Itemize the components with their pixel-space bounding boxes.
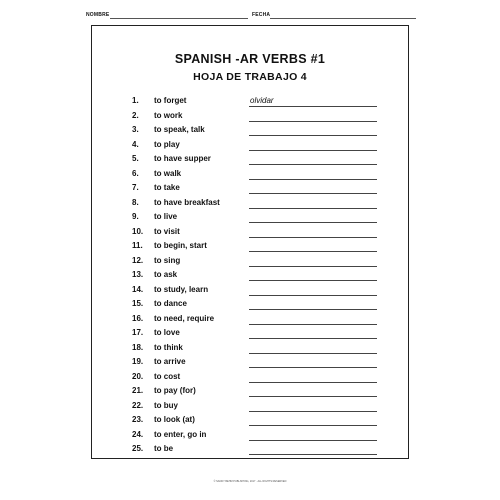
item-number: 1.	[132, 96, 139, 105]
item-number: 14.	[132, 284, 144, 294]
english-verb: to be	[154, 444, 174, 453]
verb-row	[92, 109, 408, 124]
verb-row	[92, 138, 408, 153]
verb-row	[92, 341, 408, 356]
english-verb: to walk	[154, 168, 182, 178]
item-number: 19.	[132, 357, 144, 366]
item-number: 5.	[132, 154, 139, 163]
english-verb: to sing	[154, 255, 181, 265]
item-number: 3.	[132, 125, 139, 134]
verb-row	[92, 442, 408, 457]
verb-row	[92, 326, 408, 341]
verb-row	[92, 428, 408, 443]
verb-row	[92, 196, 408, 211]
item-number: 25.	[132, 444, 144, 453]
english-verb: to cost	[154, 371, 181, 381]
english-verb: to love	[154, 328, 180, 337]
answer-blank[interactable]	[249, 295, 377, 296]
verb-row	[92, 225, 408, 240]
answer-blank[interactable]	[249, 411, 377, 412]
answer-blank[interactable]	[249, 382, 377, 383]
item-number: 18.	[132, 342, 144, 352]
answer-blank[interactable]	[249, 150, 377, 151]
item-number: 24.	[132, 429, 144, 439]
answer-blank[interactable]	[249, 309, 377, 310]
verb-row	[92, 210, 408, 225]
english-verb: to study, learn	[154, 284, 209, 294]
item-number: 12.	[132, 255, 144, 265]
item-number: 11.	[132, 241, 143, 250]
answer-blank[interactable]	[249, 425, 377, 426]
verb-row	[92, 123, 408, 138]
item-number: 9.	[132, 212, 139, 221]
item-number: 17.	[132, 328, 144, 337]
item-number: 16.	[132, 313, 144, 323]
item-number: 13.	[132, 270, 144, 279]
date-label: FECHA	[252, 12, 271, 18]
verb-row	[92, 297, 408, 312]
item-number: 2.	[132, 110, 139, 120]
english-verb: to have breakfast	[154, 197, 220, 207]
answer-blank[interactable]	[249, 338, 377, 339]
english-verb: to begin, start	[154, 241, 207, 250]
item-number: 20.	[132, 371, 144, 381]
name-label: NOMBRE	[86, 12, 110, 18]
verb-row	[92, 152, 408, 167]
answer-blank[interactable]	[249, 367, 377, 368]
verb-row	[92, 283, 408, 298]
worksheet-title: SPANISH -AR VERBS #1	[174, 52, 326, 66]
verb-row	[92, 355, 408, 370]
answer-blank[interactable]	[249, 164, 377, 165]
english-verb: to need, require	[154, 313, 215, 323]
answer-blank[interactable]	[249, 179, 377, 180]
verb-row	[92, 167, 408, 182]
english-verb: to take	[154, 183, 180, 192]
english-verb: to live	[154, 212, 178, 221]
verb-row	[92, 94, 408, 109]
answer-blank[interactable]	[249, 106, 377, 107]
verb-row	[92, 370, 408, 385]
answer-text: olvidar	[250, 96, 274, 105]
item-number: 15.	[132, 299, 144, 308]
answer-blank[interactable]	[249, 222, 377, 223]
english-verb: to forget	[154, 96, 187, 105]
name-date-header	[86, 10, 416, 24]
answer-blank[interactable]	[249, 251, 377, 252]
answer-blank[interactable]	[249, 353, 377, 354]
answer-blank[interactable]	[249, 454, 377, 455]
worksheet-subtitle: HOJA DE TRABAJO 4	[193, 71, 307, 83]
english-verb: to enter, go in	[154, 429, 207, 439]
answer-blank[interactable]	[249, 280, 377, 281]
answer-blank[interactable]	[249, 440, 377, 441]
item-number: 4.	[132, 139, 139, 149]
verb-row	[92, 413, 408, 428]
english-verb: to pay (for)	[154, 386, 196, 395]
english-verb: to dance	[154, 299, 187, 308]
english-verb: to work	[154, 110, 183, 120]
english-verb: to arrive	[154, 357, 186, 366]
item-number: 23.	[132, 415, 144, 424]
item-number: 8.	[132, 197, 139, 207]
verb-row	[92, 254, 408, 269]
answer-blank[interactable]	[249, 396, 377, 397]
answer-blank[interactable]	[249, 266, 377, 267]
answer-blank[interactable]	[249, 237, 377, 238]
answer-blank[interactable]	[249, 121, 377, 122]
english-verb: to ask	[154, 270, 178, 279]
worksheet-frame	[91, 25, 409, 459]
verb-row	[92, 181, 408, 196]
answer-blank[interactable]	[249, 135, 377, 136]
item-number: 21.	[132, 386, 144, 395]
english-verb: to buy	[154, 400, 178, 410]
date-field[interactable]	[270, 18, 416, 19]
english-verb: to think	[154, 342, 183, 352]
answer-blank[interactable]	[249, 208, 377, 209]
english-verb: to have supper	[154, 154, 211, 163]
english-verb: to speak, talk	[154, 125, 205, 134]
english-verb: to visit	[154, 226, 180, 236]
verb-row	[92, 268, 408, 283]
answer-blank[interactable]	[249, 324, 377, 325]
copyright-footer: © SANDY BEHM PUBLISHING, 2017 · ALL RIGHTS RESERVED	[213, 480, 287, 483]
answer-blank[interactable]	[249, 193, 377, 194]
english-verb: to look (at)	[154, 415, 195, 424]
item-number: 7.	[132, 183, 139, 192]
verb-row	[92, 399, 408, 414]
item-number: 22.	[132, 400, 144, 410]
verb-row	[92, 312, 408, 327]
verb-row	[92, 239, 408, 254]
english-verb: to play	[154, 139, 180, 149]
name-field[interactable]	[110, 18, 248, 19]
item-number: 10.	[132, 226, 144, 236]
verb-row	[92, 384, 408, 399]
item-number: 6.	[132, 168, 139, 178]
